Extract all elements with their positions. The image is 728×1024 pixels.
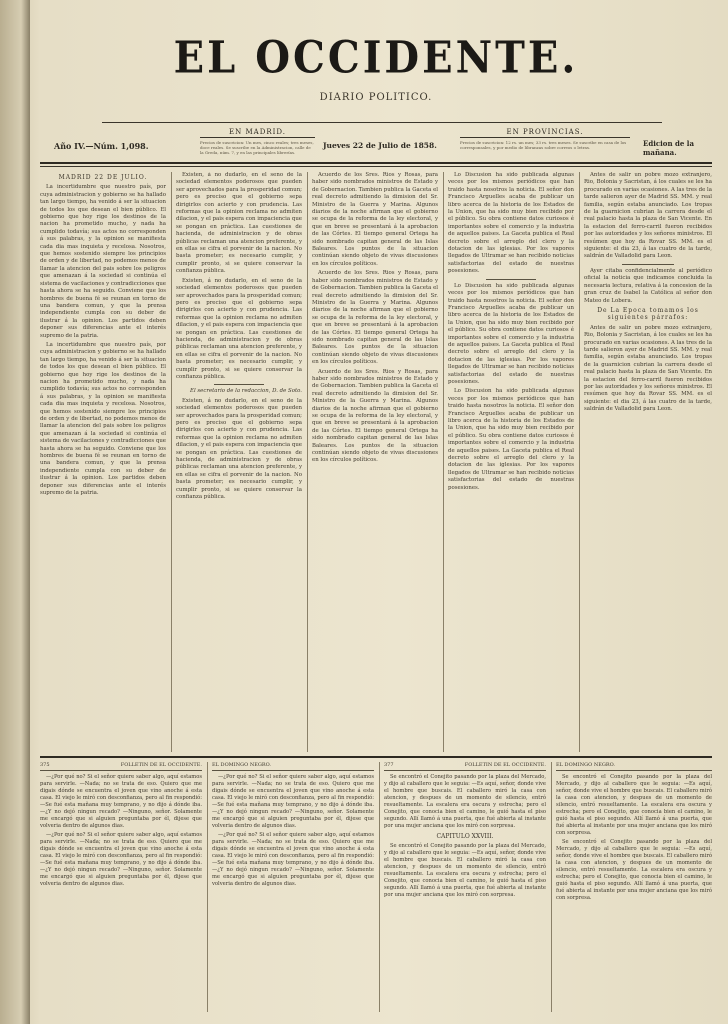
feuilleton-left-b-title: EL DOMINGO NEGRO. <box>212 762 271 768</box>
feuilleton-right-b-text: Se encontró el Conejito pasando por la plaza del Mercado, y dijo al caballero que le seguia: —Es aquí, señor, donde vive el hombre que buscais. El caballero miró la casa con atencion, y despues de un momento de silencio, entró resueltamente. La escalera era oscura y estrecha; pero el Conejito, que conocia bien el camino, le guió hasta el piso segundo. Allí llamó á una puerta, que fué abierta al instante por una mujer anciana que los miró con sorpresa. <box>556 774 712 836</box>
column-3 <box>312 172 438 752</box>
madrid-fine-print: Precios de suscricion: Un mes, cinco reales; tres meses, doce reales. Se suscribe en la Administracion, calle de la Greda, núm. 7, y en las principales librerías. <box>200 140 314 155</box>
feuilleton-right-runhead <box>384 762 546 771</box>
column-4-text-continued: Lo Discusion ha sido publicada algunas veces por los mismos periódicos que han traido hasta nosotros la noticia. El señor don Francisco Arguelles acaba de publicar un libro acerca de la historia de los Estados de la Union, que ha sido muy bien recibido por el público. Su obra contiene datos curiosos é importantes sobre el comercio y la industria de aquellos paises. La Gaceta publica el Real decreto sobre el arreglo del clero y la dotacion de las iglesias. Por los vapores llegados de Ultramar se han recibido noticias satisfactorias del estado de nuestras posesiones. <box>448 388 574 491</box>
feuilleton-left-b <box>212 762 374 1012</box>
column-5-text-repeat: Antes de salir un pobre mozo extranjero, Rio, Bolonia y Sacristan, á los cuales se les ha procurado en varias ocasiones. A las tres de la tarde salieron ayer de Madrid SS. MM. y real familia, según estaba anunciado. Los tropas de la guarnicion cubrian la carrera desde el real palacio hasta la plaza de San Vicente. En la estacion del ferro-carril fueron recibidos por las autoridades y los señores ministros. El resúmen que hoy da Rovar SS. MM. es el siguiente: el dia 23, á las cuatro de la tarde, saldrán de Valladolid para Leon. <box>584 324 712 413</box>
feuilleton-left-runhead <box>40 762 202 771</box>
column-divider <box>579 172 580 752</box>
feuilleton-right-b-runhead <box>556 762 712 771</box>
column-4 <box>448 172 574 752</box>
newspaper-page <box>32 14 720 1019</box>
feuilleton-right-title: FOLLETIN DE EL OCCIDENTE. <box>464 762 546 768</box>
feuilleton-divider <box>551 762 552 1012</box>
binding-edge <box>0 0 30 1024</box>
feuilleton-right-b-title: EL DOMINGO NEGRO. <box>556 762 615 768</box>
column-3-text: Acuerdo de los Sres. Rios y Rosas, para haber sido nombrados ministros de Estado y de Gobernacion. Tambien publica la Gaceta el real decreto admitiendo la dimision del Sr. Ministro de la Guerra y Marina. Algunos diarios de la noche afirman que el gobierno se ocupa de la reforma de la ley electoral, y que en breve se presentará á la aprobacion de las Córtes. El tiempo general Ortega ha sido nombrado capitan general de las Islas Baleares. Los puntos de la situacion continúan siendo objeto de vivas discusiones en los círculos políticos. <box>312 172 438 267</box>
feuilleton-right-a <box>384 762 546 1012</box>
feuilleton-left-a <box>40 762 202 1012</box>
feuilleton-right-b <box>556 762 712 1012</box>
feuilleton-divider <box>379 762 380 1012</box>
newspaper-subtitle: DIARIO POLITICO. <box>319 92 433 103</box>
column-5-text-2: Ayer citaba confidencialmente al periódico oficial la noticia que indicamos concluida la necesaria lectura, relativa á la concesion de la gran cruz de Isabel la Católica al señor don Mateo de Lobera. <box>584 267 712 304</box>
feuilleton-rule <box>40 756 712 758</box>
chapter-heading: CAPITULO XXVIII. <box>436 833 494 840</box>
info-bar <box>50 128 720 158</box>
feuilleton-divider <box>207 762 208 1012</box>
feuilleton-right-b-text-repeat: Se encontró el Conejito pasando por la plaza del Mercado, y dijo al caballero que le seguia: —Es aquí, señor, donde vive el hombre que buscais. El caballero miró la casa con atencion, y despues de un momento de silencio, entró resueltamente. La escalera era oscura y estrecha; pero el Conejito, que conocia bien el camino, le guió hasta el piso segundo. Allí llamó á una puerta, que fué abierta al instante por una mujer anciana que los miró con sorpresa. <box>556 839 712 901</box>
column-2 <box>176 172 302 752</box>
column-2-text-repeat: Existen, á no dudarlo, en el seno de la sociedad elementos poderosos que pueden ser aprovechados para la prosperidad comun; pero es preciso que el gobierno sepa dirigirlos con acierto y con prudencia. Las reformas que la opinion reclama no admiten dilacion, y el pais espera con impaciencia que se pongan en práctica. Las cuestiones de hacienda, de administracion y de obras públicas reclaman una atencion preferente, y en ellas se cifra el porvenir de la nacion. No basta prometer; es necesario cumplir, y cumplir pronto, si se quiere conservar la confianza pública. <box>176 277 302 380</box>
provincias-heading: EN PROVINCIAS. <box>460 128 630 138</box>
issue-date: Jueves 22 de Julio de 1858. <box>323 141 437 150</box>
column-divider <box>443 172 444 752</box>
feuilleton-left-title: FOLLETIN DE EL OCCIDENTE. <box>120 762 202 768</box>
column-1 <box>40 172 166 752</box>
column-5-separator <box>622 264 673 265</box>
feuilleton-left-text: —¿Por qué no? Si el señor quiere saber algo, aquí estamos para servirle. —Nada; no se trata de eso. Quiero que me digais dónde se encuentra el joven que vino anoche á esta casa. El viejo le miró con desconfianza, pero al fin respondió: —Se fué esta mañana muy temprano, y no dijo á dónde iba. —¿Y no dejó ningun recado? —Ninguno, señor. Solamente me encargó que si alguien preguntaba por él, dijese que volveria dentro de algunos dias. <box>40 774 202 829</box>
provincias-fine-print: Precios de suscricion: 12 rs. un mes; 33 rs. tres meses. Se suscribe en casa de los corresponsales, y por medio de libranzas sobre correos o letras. <box>460 140 627 150</box>
masthead <box>32 31 720 84</box>
column-5 <box>584 172 712 752</box>
madrid-heading: EN MADRID. <box>200 128 315 138</box>
feuilleton-right-page: 377 <box>384 762 394 768</box>
feuilleton-left-b-text: —¿Por qué no? Si el señor quiere saber algo, aquí estamos para servirle. —Nada; no se trata de eso. Quiero que me digais dónde se encuentra el joven que vino anoche á esta casa. El viejo le miró con desconfianza, pero al fin respondió: —Se fué esta mañana muy temprano, y no dijo á dónde iba. —¿Y no dejó ningun recado? —Ninguno, señor. Solamente me encargó que si alguien preguntaba por él, dijese que volveria dentro de algunos dias. <box>212 774 374 829</box>
year-number: Año IV.—Núm. 1,098. <box>54 141 149 151</box>
column-4-text: Lo Discusion ha sido publicada algunas veces por los mismos periódicos que han traido hasta nosotros la noticia. El señor don Francisco Arguelles acaba de publicar un libro acerca de la historia de los Estados de la Union, que ha sido muy bien recibido por el público. Su obra contiene datos curiosos é importantes sobre el comercio y la industria de aquellos paises. La Gaceta publica el Real decreto sobre el arreglo del clero y la dotacion de las iglesias. Por los vapores llegados de Ultramar se han recibido noticias satisfactorias del estado de nuestras posesiones. <box>448 172 574 275</box>
edition-label: Edicion de la mañana. <box>643 139 694 157</box>
column-1-text-repeat: La incertidumbre que nuestro país, por cuya administracion y gobierno se ha hallado tan largo tiempo, ha venido á ser la situacion de todos los que desean el bien público. El gobierno que hoy rige los destinos de la nacion ha prometido mucho, y nada ha cumplido todavía; sus actos no corresponden á sus palabras, y la opinion se manifiesta cada dia mas inquieta y recelosa. Nosotros, que hemos sostenido siempre los principios de orden y de libertad, no podemos menos de llamar la atencion del pais sobre los peligros que amenazan á la sociedad si continúa el sistema de vacilaciones y contradicciones que hasta ahora se ha seguido. Conviene que los hombres de buena fé se reunan en torno de una bandera comun, y que la prensa independiente cumpla con su deber de ilustrar á la opinion. Los partidos deben deponer sus diferencias ante el interés supremo de la patria. <box>40 341 166 497</box>
feuilleton-right-text-intro: Se encontró el Conejito pasando por la plaza del Mercado, y dijo al caballero que le seguia: —Es aquí, señor, donde vive el hombre que buscais. El caballero miró la casa con atencion, y despues de un momento de silencio, entró resueltamente. La escalera era oscura y estrecha; pero el Conejito, que conocia bien el camino, le guió hasta el piso segundo. Allí llamó á una puerta, que fué abierta al instante por una mujer anciana que los miró con sorpresa. <box>384 774 546 829</box>
column-5-heading: De La Epoca tomamos los siguientes párrafos: <box>597 306 699 322</box>
column-3-text-repeat: Acuerdo de los Sres. Rios y Rosas, para haber sido nombrados ministros de Estado y de Gobernacion. Tambien publica la Gaceta el real decreto admitiendo la dimision del Sr. Ministro de la Guerra y Marina. Algunos diarios de la noche afirman que el gobierno se ocupa de la reforma de la ley electoral, y que en breve se presentará á la aprobacion de las Córtes. El tiempo general Ortega ha sido nombrado capitan general de las Islas Baleares. Los puntos de la situacion continúan siendo objeto de vivas discusiones en los círculos políticos. <box>312 270 438 366</box>
feuilleton-left-b-runhead <box>212 762 374 771</box>
column-2-signature: El secretario de la redaccion, D. de Soto. <box>190 388 302 395</box>
column-3-text-continued: Acuerdo de los Sres. Rios y Rosas, para haber sido nombrados ministros de Estado y de Gobernacion. Tambien publica la Gaceta el real decreto admitiendo la dimision del Sr. Ministro de la Guerra y Marina. Algunos diarios de la noche afirman que el gobierno se ocupa de la reforma de la ley electoral, y que en breve se presentará á la aprobacion de las Córtes. El tiempo general Ortega ha sido nombrado capitan general de las Islas Baleares. Los puntos de la situacion continúan siendo objeto de vivas discusiones en los círculos políticos. <box>312 368 438 464</box>
header-rule <box>40 162 712 164</box>
feuilleton-right-text: Se encontró el Conejito pasando por la plaza del Mercado, y dijo al caballero que le seguia: —Es aquí, señor, donde vive el hombre que buscais. El caballero miró la casa con atencion, y despues de un momento de silencio, entró resueltamente. La escalera era oscura y estrecha; pero el Conejito, que conocia bien el camino, le guió hasta el piso segundo. Allí llamó á una puerta, que fué abierta al instante por una mujer anciana que los miró con sorpresa. <box>384 843 546 898</box>
madrid-block <box>200 128 315 155</box>
column-1-text: La incertidumbre que nuestro país, por cuya administracion y gobierno se ha hallado tan largo tiempo, ha venido á ser la situacion de todos los que desean el bien público. El gobierno que hoy rige los destinos de la nacion ha prometido mucho, y nada ha cumplido todavía; sus actos no corresponden á sus palabras, y la opinion se manifiesta cada dia mas inquieta y recelosa. Nosotros, que hemos sostenido siempre los principios de orden y de libertad, no podemos menos de llamar la atencion del pais sobre los peligros que amenazan á la sociedad si continúa el sistema de vacilaciones y contradicciones que hasta ahora se ha seguido. Conviene que los hombres de buena fé se reunan en torno de una bandera comun, y que la prensa independiente cumpla con su deber de ilustrar á la opinion. Los partidos deben deponer sus diferencias ante el interés supremo de la patria. <box>40 184 166 339</box>
provincias-block <box>460 128 630 150</box>
column-2-separator <box>214 384 264 385</box>
newspaper-title: EL OCCIDENTE. <box>173 31 579 84</box>
column-divider <box>171 172 172 752</box>
feuilleton-left-text-repeat: —¿Por qué no? Si el señor quiere saber algo, aquí estamos para servirle. —Nada; no se trata de eso. Quiero que me digais dónde se encuentra el joven que vino anoche á esta casa. El viejo le miró con desconfianza, pero al fin respondió: —Se fué esta mañana muy temprano, y no dijo á dónde iba. —¿Y no dejó ningun recado? —Ninguno, señor. Solamente me encargó que si alguien preguntaba por él, dijese que volveria dentro de algunos dias. <box>40 832 202 887</box>
masthead-rule <box>102 122 662 123</box>
column-divider <box>307 172 308 752</box>
column-4-text-repeat: Lo Discusion ha sido publicada algunas veces por los mismos periódicos que han traido hasta nosotros la noticia. El señor don Francisco Arguelles acaba de publicar un libro acerca de la historia de los Estados de la Union, que ha sido muy bien recibido por el público. Su obra contiene datos curiosos é importantes sobre el comercio y la industria de aquellos paises. La Gaceta publica el Real decreto sobre el arreglo del clero y la dotacion de las iglesias. Por los vapores llegados de Ultramar se han recibido noticias satisfactorias del estado de nuestras posesiones. <box>448 282 574 385</box>
column-2-text-continued: Existen, á no dudarlo, en el seno de la sociedad elementos poderosos que pueden ser aprovechados para la prosperidad comun; pero es preciso que el gobierno sepa dirigirlos con acierto y con prudencia. Las reformas que la opinion reclama no admiten dilacion, y el pais espera con impaciencia que se pongan en práctica. Las cuestiones de hacienda, de administracion y de obras públicas reclaman una atencion preferente, y en ellas se cifra el porvenir de la nacion. No basta prometer; es necesario cumplir, y cumplir pronto, si se quiere conservar la confianza pública. <box>176 397 302 501</box>
column-2-text: Existen, á no dudarlo, en el seno de la sociedad elementos poderosos que pueden ser aprovechados para la prosperidad comun; pero es preciso que el gobierno sepa dirigirlos con acierto y con prudencia. Las reformas que la opinion reclama no admiten dilacion, y el pais espera con impaciencia que se pongan en práctica. Las cuestiones de hacienda, de administracion y de obras públicas reclaman una atencion preferente, y en ellas se cifra el porvenir de la nacion. No basta prometer; es necesario cumplir, y cumplir pronto, si se quiere conservar la confianza pública. <box>176 172 302 275</box>
feuilleton-left-b-text-repeat: —¿Por qué no? Si el señor quiere saber algo, aquí estamos para servirle. —Nada; no se trata de eso. Quiero que me digais dónde se encuentra el joven que vino anoche á esta casa. El viejo le miró con desconfianza, pero al fin respondió: —Se fué esta mañana muy temprano, y no dijo á dónde iba. —¿Y no dejó ningun recado? —Ninguno, señor. Solamente me encargó que si alguien preguntaba por él, dijese que volveria dentro de algunos dias. <box>212 832 374 887</box>
column-5-text: Antes de salir un pobre mozo extranjero, Rio, Bolonia y Sacristan, á los cuales se les ha procurado en varias ocasiones. A las tres de la tarde salieron ayer de Madrid SS. MM. y real familia, según estaba anunciado. Los tropas de la guarnicion cubrian la carrera desde el real palacio hasta la plaza de San Vicente. En la estacion del ferro-carril fueron recibidos por las autoridades y los señores ministros. El resúmen que hoy da Rovar SS. MM. es el siguiente: el dia 23, á las cuatro de la tarde, saldrán de Valladolid para Leon. <box>584 172 712 260</box>
feuilleton-left-page: 375 <box>40 762 50 768</box>
column-4-separator <box>486 279 536 280</box>
column-1-heading: MADRID 22 DE JULIO. <box>58 174 148 181</box>
header-rule-thin <box>40 166 712 167</box>
